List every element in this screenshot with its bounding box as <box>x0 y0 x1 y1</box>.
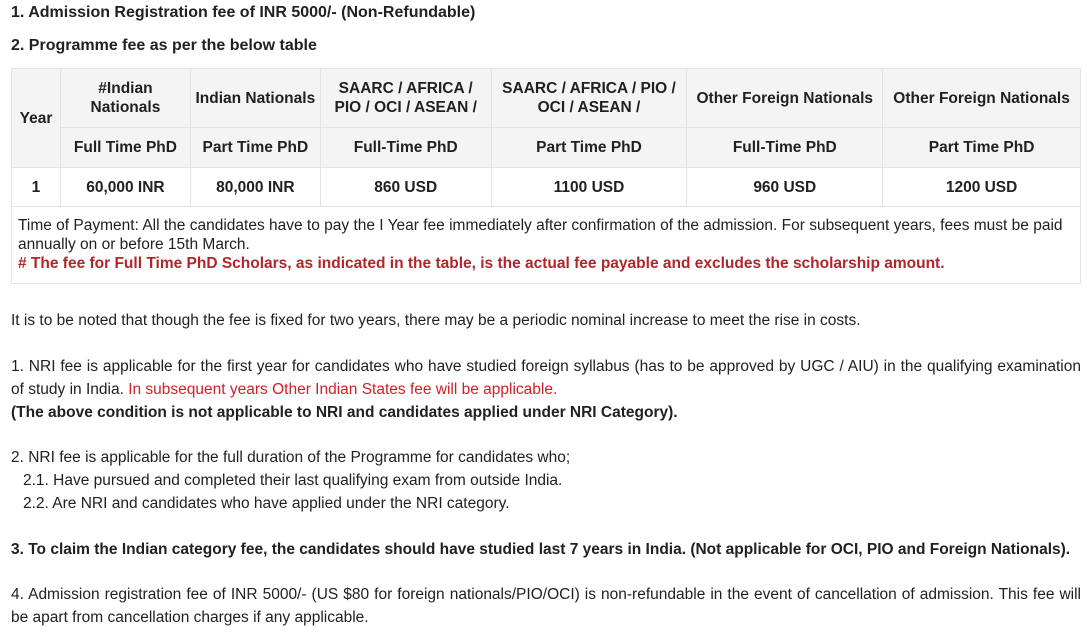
fee-table <box>11 68 1081 284</box>
scholarship-note: # The fee for Full Time PhD Scholars, as indicated in the table, is the actual fee payable and excludes the scholarship amount. <box>18 255 945 272</box>
point-2-sub-1: 2.1. Have pursued and completed their last qualifying exam from outside India. <box>23 472 563 489</box>
point-2: 2. NRI fee is applicable for the full duration of the Programme for candidates who; <box>11 449 571 466</box>
point-4: 4. Admission registration fee of INR 5000/- (US $80 for foreign nationals/PIO/OCI) is non-refundable in the event of cancellation of admission. This fee will be apart from cancellation charges if any applicable. <box>11 586 1081 626</box>
point-2-sub-2: 2.2. Are NRI and candidates who have applied under the NRI category. <box>23 495 510 512</box>
group-header: #Indian Nationals <box>60 69 190 128</box>
mode-header: Full Time PhD <box>60 128 190 168</box>
programme-fee-heading: 2. Programme fee as per the below table <box>11 37 317 54</box>
periodic-increase-note: It is to be noted that though the fee is fixed for two years, there may be a periodic nominal increase to meet the rise in costs. <box>11 312 861 329</box>
admission-fee-heading: 1. Admission Registration fee of INR 5000/- (Non-Refundable) <box>11 4 476 21</box>
mode-header: Part Time PhD <box>883 128 1081 168</box>
table-mode-row <box>12 128 1081 168</box>
table-row <box>12 168 1081 207</box>
point-1-red-text: In subsequent years Other Indian States fee will be applicable. <box>128 381 558 398</box>
point-1-text: 1. NRI fee is applicable for the first year for candidates who have studied foreign syllabus (has to be approved by UGC / AIU) in the qualifying examination of study in India. <box>11 358 1081 398</box>
mode-header: Part Time PhD <box>190 128 320 168</box>
group-header: SAARC / AFRICA / PIO / OCI / ASEAN / <box>320 69 491 128</box>
table-header-row <box>12 69 1081 128</box>
group-header: SAARC / AFRICA / PIO / OCI / ASEAN / <box>491 69 687 128</box>
payment-note: Time of Payment: All the candidates have to pay the I Year fee immediately after confirmation of the admission. For subsequent years, fees must be paid annually on or before 15th March. <box>18 217 1063 253</box>
point-1-condition: (The above condition is not applicable to NRI and candidates applied under NRI Category). <box>11 404 678 421</box>
group-header: Other Foreign Nationals <box>687 69 883 128</box>
group-header: Indian Nationals <box>190 69 320 128</box>
fee-cell: 1200 USD <box>883 168 1081 207</box>
year-cell: 1 <box>12 168 61 207</box>
year-header: Year <box>12 69 61 168</box>
fee-cell: 860 USD <box>320 168 491 207</box>
fee-cell: 60,000 INR <box>60 168 190 207</box>
group-header: Other Foreign Nationals <box>883 69 1081 128</box>
fee-cell: 1100 USD <box>491 168 687 207</box>
point-1 <box>11 355 1081 401</box>
point-3: 3. To claim the Indian category fee, the candidates should have studied last 7 years in India. (Not applicable for OCI, PIO and Foreign Nationals). <box>11 541 1071 558</box>
mode-header: Part Time PhD <box>491 128 687 168</box>
mode-header: Full-Time PhD <box>687 128 883 168</box>
fee-cell: 960 USD <box>687 168 883 207</box>
table-note-cell <box>12 207 1081 284</box>
mode-header: Full-Time PhD <box>320 128 491 168</box>
table-note-row <box>12 207 1081 284</box>
fee-cell: 80,000 INR <box>190 168 320 207</box>
